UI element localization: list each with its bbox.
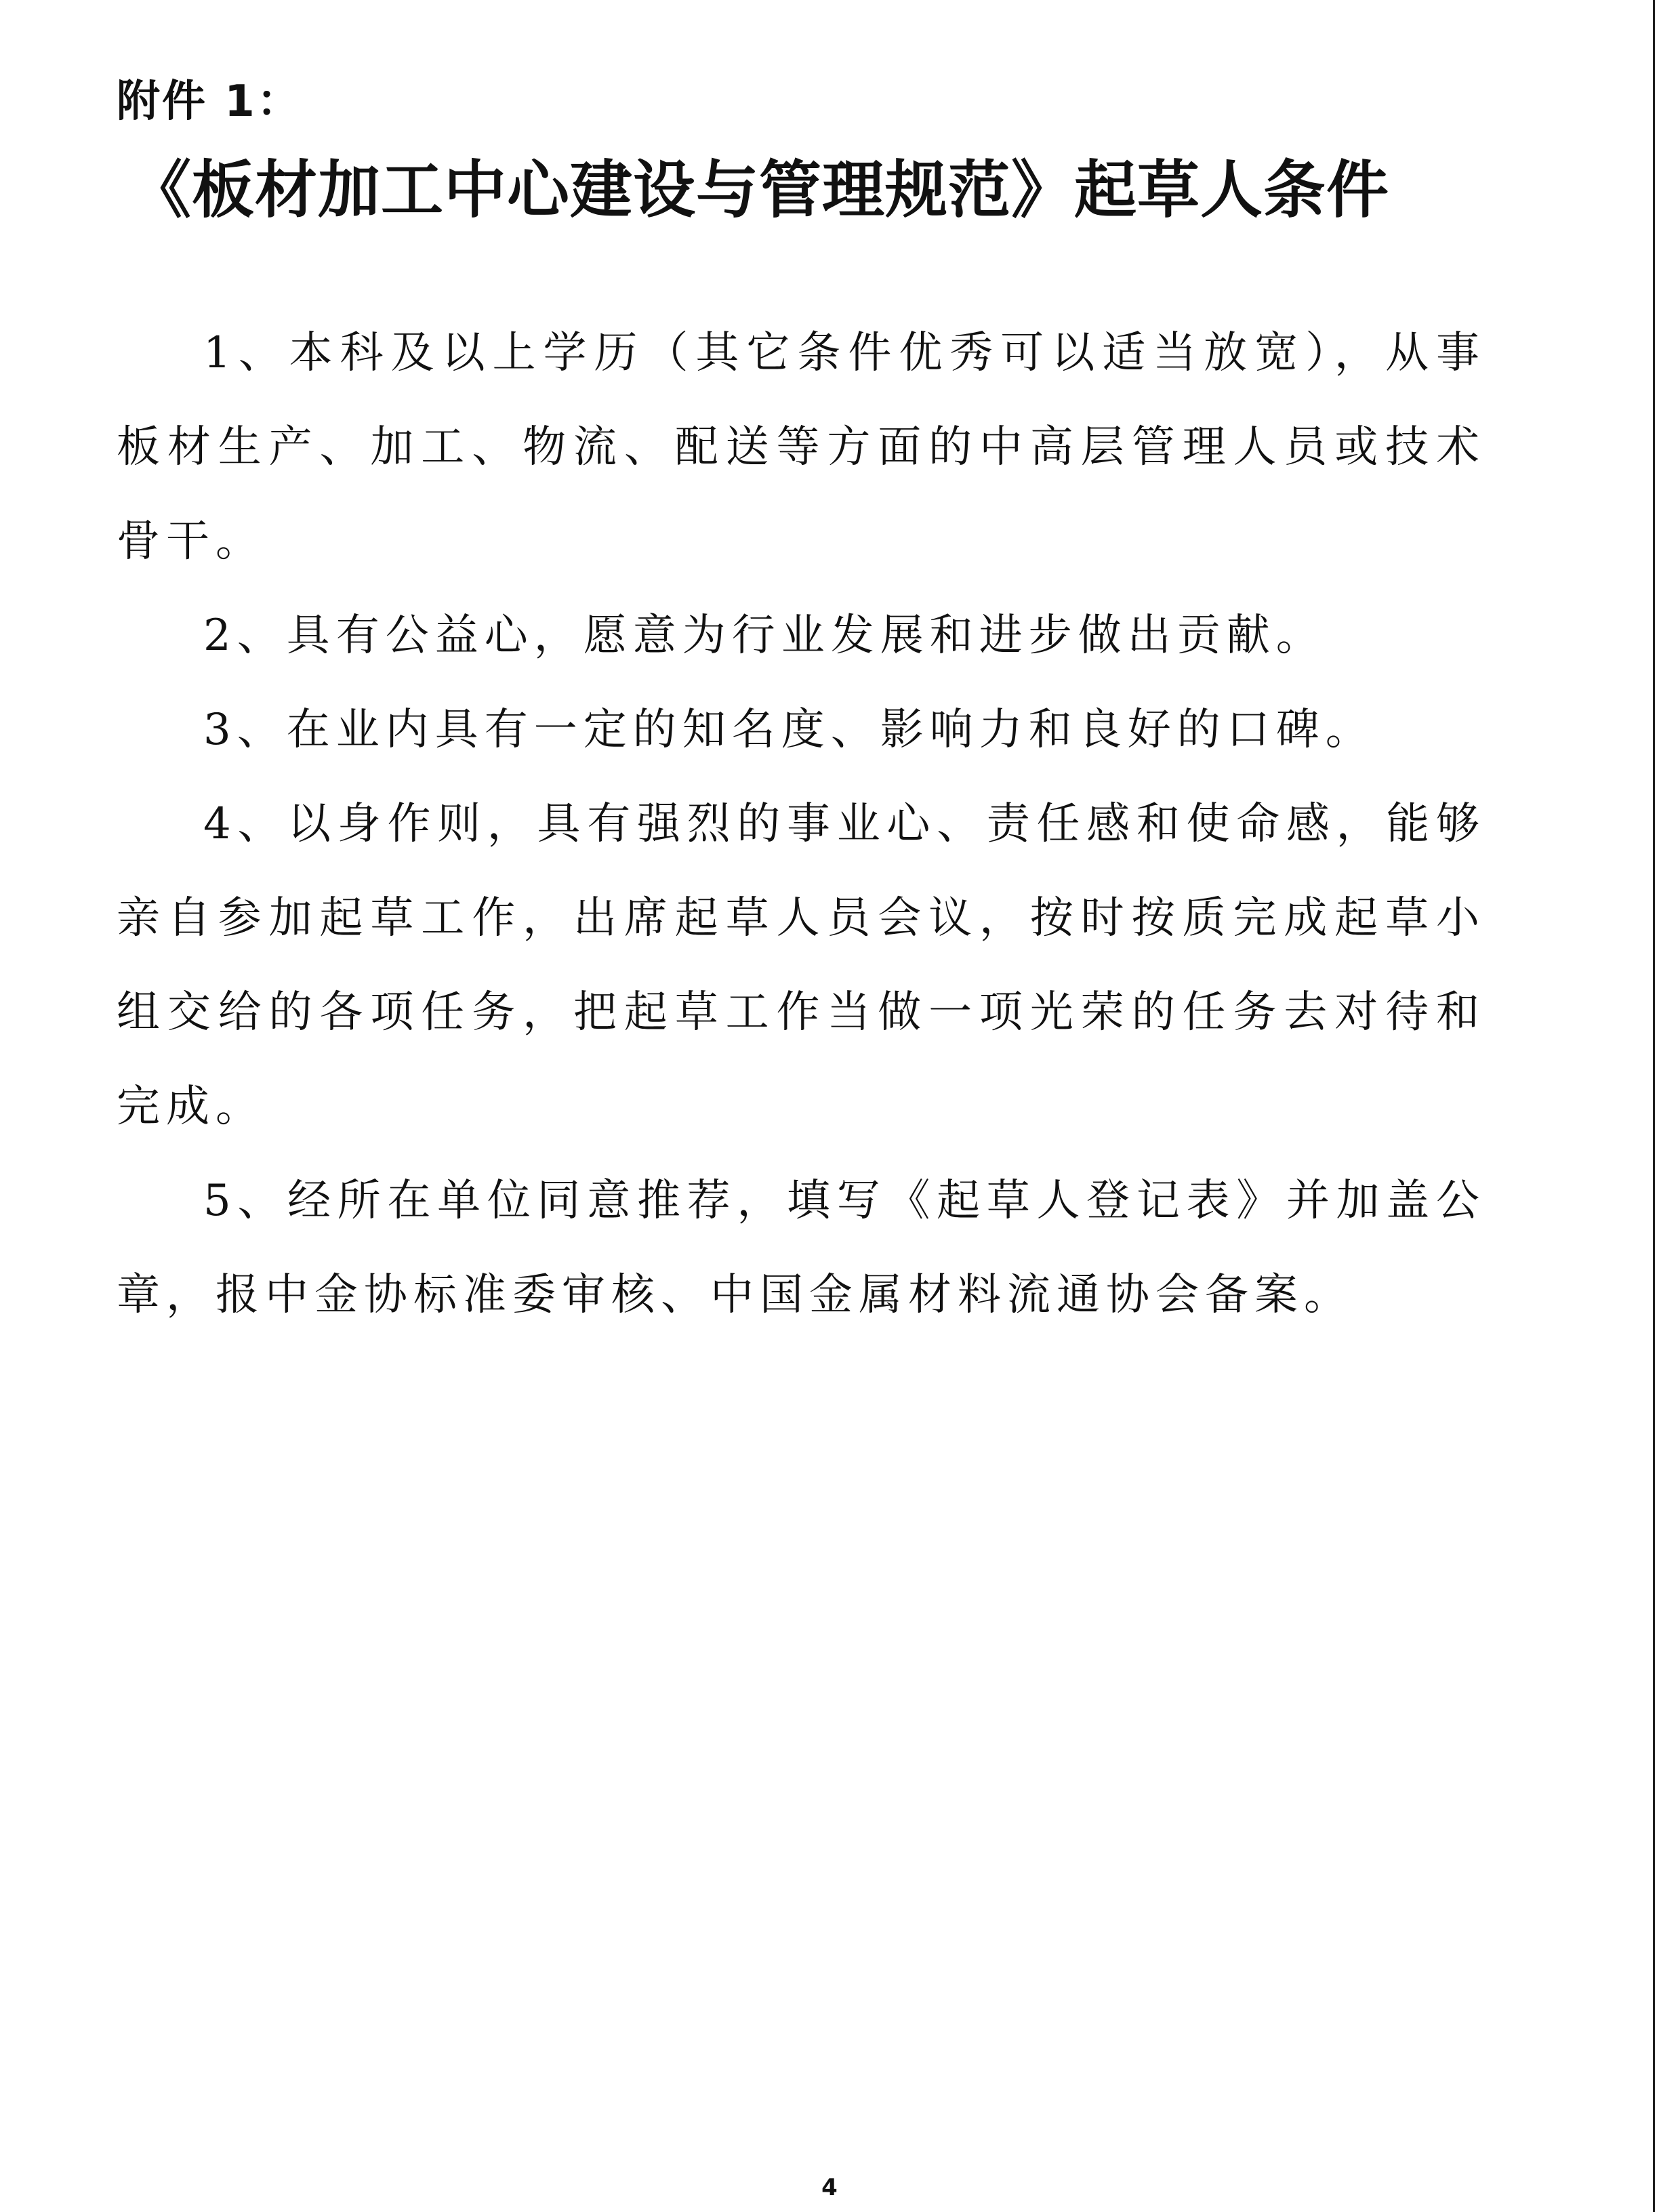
requirement-paragraph-4: 4、以身作则，具有强烈的事业心、责任感和使命感，能够亲自参加起草工作，出席起草人员会议，按时按质完成起草小组交给的各项任务，把起草工作当做一项光荣的任务去对待和完成。 <box>117 799 1486 1132</box>
scan-edge-line <box>1653 0 1655 2212</box>
requirement-paragraph-2: 2、具有公益心，愿意为行业发展和进步做出贡献。 <box>203 611 1326 661</box>
document-body <box>117 306 1486 1343</box>
document-title: 《板材加工中心建设与管理规范》起草人条件 <box>129 154 1390 226</box>
attachment-label: 附件 1： <box>117 77 302 127</box>
requirement-paragraph-3: 3、在业内具有一定的知名度、影响力和良好的口碑。 <box>203 705 1375 755</box>
page-number: 4 <box>821 2174 838 2201</box>
requirement-paragraph-1: 1、本科及以上学历（其它条件优秀可以适当放宽），从事板材生产、加工、物流、配送等方面的中高层管理人员或技术骨干。 <box>117 328 1486 567</box>
requirement-paragraph-5: 5、经所在单位同意推荐，填写《起草人登记表》并加盖公章，报中金协标准委审核、中国金属材料流通协会备案。 <box>117 1176 1486 1320</box>
